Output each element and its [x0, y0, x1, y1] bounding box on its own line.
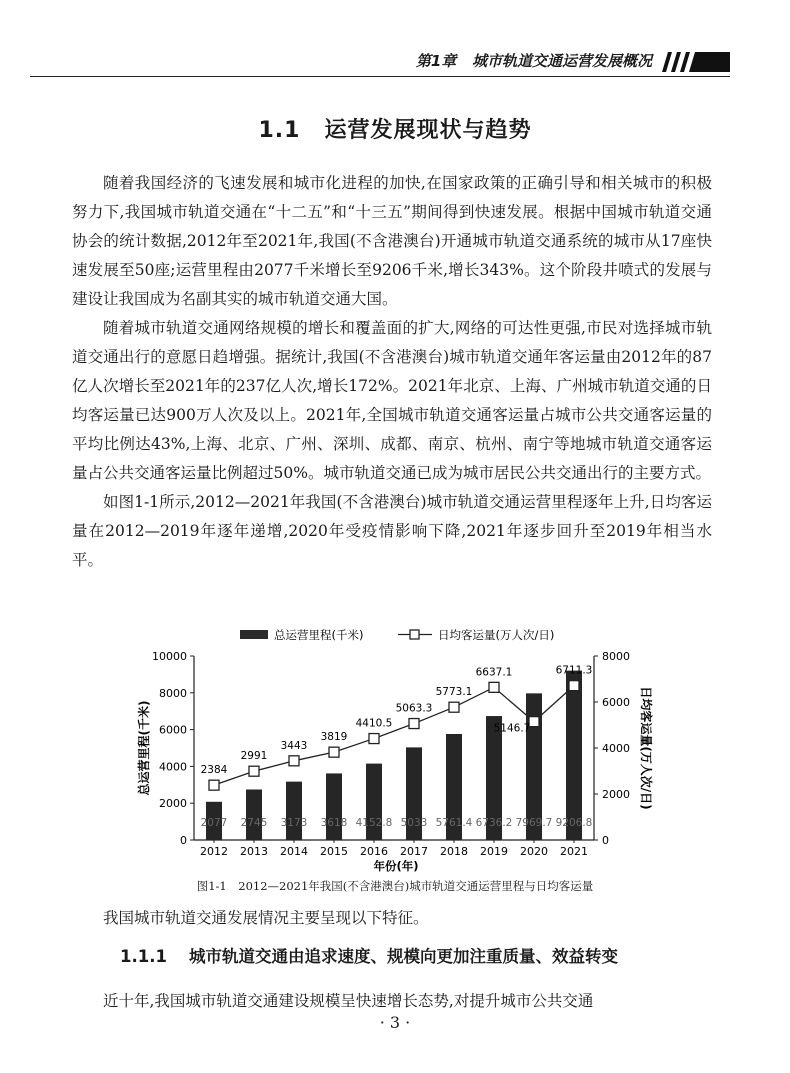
- bar: [326, 773, 342, 840]
- bar-data-label: 6736.2: [475, 817, 513, 829]
- body-paragraphs: [72, 169, 712, 575]
- line-data-label: 2384: [200, 764, 228, 777]
- subsection-number: 1.1.1: [120, 947, 167, 966]
- legend-line-marker: [410, 630, 419, 639]
- line-point: [569, 681, 579, 691]
- line-data-label: 3819: [320, 731, 348, 744]
- line-data-label: 6637.1: [475, 666, 513, 679]
- bar-data-label: 4152.8: [355, 817, 393, 829]
- summary-text: 我国城市轨道交通发展情况主要呈现以下特征。: [103, 909, 429, 927]
- x-tick-label: 2017: [400, 845, 428, 858]
- running-header-text: [416, 50, 652, 71]
- left-axis-title: 总运营里程(千米): [137, 700, 151, 796]
- line-point: [449, 702, 459, 712]
- bar-data-label: 3173: [280, 817, 308, 829]
- line-data-label: 5773.1: [435, 686, 473, 699]
- header-decoration-bars: [658, 52, 730, 72]
- bar: [246, 789, 262, 840]
- legend-bar-swatch: [240, 630, 268, 639]
- line-point: [369, 734, 379, 744]
- chapter-title: 城市轨道交通运营发展概况: [471, 52, 652, 70]
- line-point: [529, 717, 539, 727]
- bar-data-label: 5033: [400, 817, 428, 829]
- line-point: [489, 682, 499, 692]
- left-tick-label: 10000: [152, 650, 187, 663]
- summary-paragraph: [72, 904, 712, 933]
- paragraph-2: 随着城市轨道交通网络规模的增长和覆盖面的扩大,网络的可达性更强,市民对选择城市轨道交通出行的意愿日趋增强。据统计,我国(不含港澳台)城市轨道交通年客运量由2012年的87亿人次增长至2021年的237亿人次,增长172%。2021年北京、上海、广州城市轨道交通的日均客运量已达900万人次及以上。2021年,全国城市轨道交通客运量占城市公共交通客运量的平均比例达43%,上海、北京、广州、深圳、成都、南京、杭州、南宁等地城市轨道交通客运量占公共交通客运量比例超过50%。城市轨道交通已成为城市居民公共交通出行的主要方式。: [72, 319, 712, 482]
- legend-bar-label: 总运营里程(千米): [274, 628, 364, 642]
- line-point: [409, 719, 419, 729]
- legend: [240, 628, 554, 642]
- bar-data-label: 3618: [320, 817, 348, 829]
- line-data-label: 2991: [240, 750, 268, 763]
- right-tick-label: 8000: [602, 650, 630, 663]
- plot-area: [136, 650, 654, 858]
- section-number: 1.1: [258, 118, 301, 143]
- line-series: [214, 686, 574, 786]
- section-heading: 运营发展现状与趋势: [324, 118, 532, 143]
- line-data-label: 6711.3: [555, 664, 593, 677]
- paragraph-3: 如图1-1所示,2012—2021年我国(不含港澳台)城市轨道交通运营里程逐年上升,日均客运量在2012—2019年逐年递增,2020年受疫情影响下降,2021年逐步回升至2019年相当水平。: [72, 493, 712, 569]
- bar: [286, 782, 302, 840]
- line-data-label: 3443: [280, 739, 308, 752]
- last-paragraph-text: 近十年,我国城市轨道交通建设规模呈快速增长态势,对提升城市公共交通: [103, 992, 594, 1010]
- left-tick-label: 0: [180, 834, 187, 847]
- subsection-title: [120, 943, 720, 967]
- x-tick-label: 2012: [200, 845, 228, 858]
- left-tick-label: 6000: [159, 723, 187, 737]
- bar-data-label: 7969.7: [515, 817, 553, 829]
- subsection-heading: 城市轨道交通由追求速度、规模向更加注重质量、效益转变: [188, 947, 618, 966]
- page-number: · 3 ·: [379, 1013, 411, 1032]
- line-point: [209, 780, 219, 790]
- section-title: [0, 113, 790, 144]
- x-tick-label: 2016: [360, 845, 388, 858]
- paragraph-1: 随着我国经济的飞速发展和城市化进程的加快,在国家政策的正确引导和相关城市的积极努力下,我国城市轨道交通在“十二五”和“十三五”期间得到快速发展。根据中国城市轨道交通协会的统计数据,2012年至2021年,我国(不含港澳台)开通城市轨道交通系统的城市从17座快速发展至50座;运营里程由2077千米增长至9206千米,增长343%。这个阶段井喷式的发展与建设让我国成为名副其实的城市轨道交通大国。: [72, 174, 712, 308]
- line-point: [329, 747, 339, 757]
- x-tick-label: 2015: [320, 845, 348, 858]
- left-tick-label: 8000: [159, 686, 187, 700]
- right-tick-label: 2000: [602, 788, 630, 801]
- x-tick-label: 2014: [280, 845, 308, 858]
- line-data-label: 5063.3: [395, 702, 433, 715]
- x-tick-label: 2021: [560, 845, 588, 858]
- bar-data-label: 5761.4: [435, 817, 473, 829]
- chapter-label: 第1章: [415, 52, 457, 70]
- x-axis-label: 年份(年): [373, 859, 419, 873]
- left-tick-label: 2000: [159, 797, 187, 811]
- right-tick-label: 4000: [602, 742, 630, 755]
- left-tick-label: 4000: [159, 760, 187, 774]
- right-axis-title: 日均客运量(万人次/日): [639, 686, 653, 810]
- line-data-label: 4410.5: [355, 717, 393, 730]
- line-point: [249, 766, 259, 776]
- x-tick-label: 2020: [520, 845, 548, 858]
- right-tick-label: 6000: [602, 696, 630, 709]
- last-paragraph: [72, 987, 712, 1016]
- figure-caption: 图1-1 2012—2021年我国(不含港澳台)城市轨道交通运营里程与日均客运量: [196, 879, 594, 893]
- combo-chart: [137, 620, 660, 885]
- line-data-label: 5146.7: [493, 722, 531, 735]
- bar: [566, 671, 582, 840]
- x-tick-label: 2019: [480, 845, 508, 858]
- bar-data-label: 2745: [240, 817, 268, 829]
- line-point: [289, 756, 299, 766]
- figure-1-1: [137, 620, 660, 885]
- bar-data-label: 2077: [200, 817, 228, 829]
- right-tick-label: 0: [602, 834, 609, 847]
- running-header: [30, 48, 730, 77]
- x-tick-label: 2018: [440, 845, 468, 858]
- legend-line-label: 日均客运量(万人次/日): [438, 628, 555, 642]
- x-tick-label: 2013: [240, 845, 268, 858]
- bar-data-label: 9206.8: [555, 817, 593, 829]
